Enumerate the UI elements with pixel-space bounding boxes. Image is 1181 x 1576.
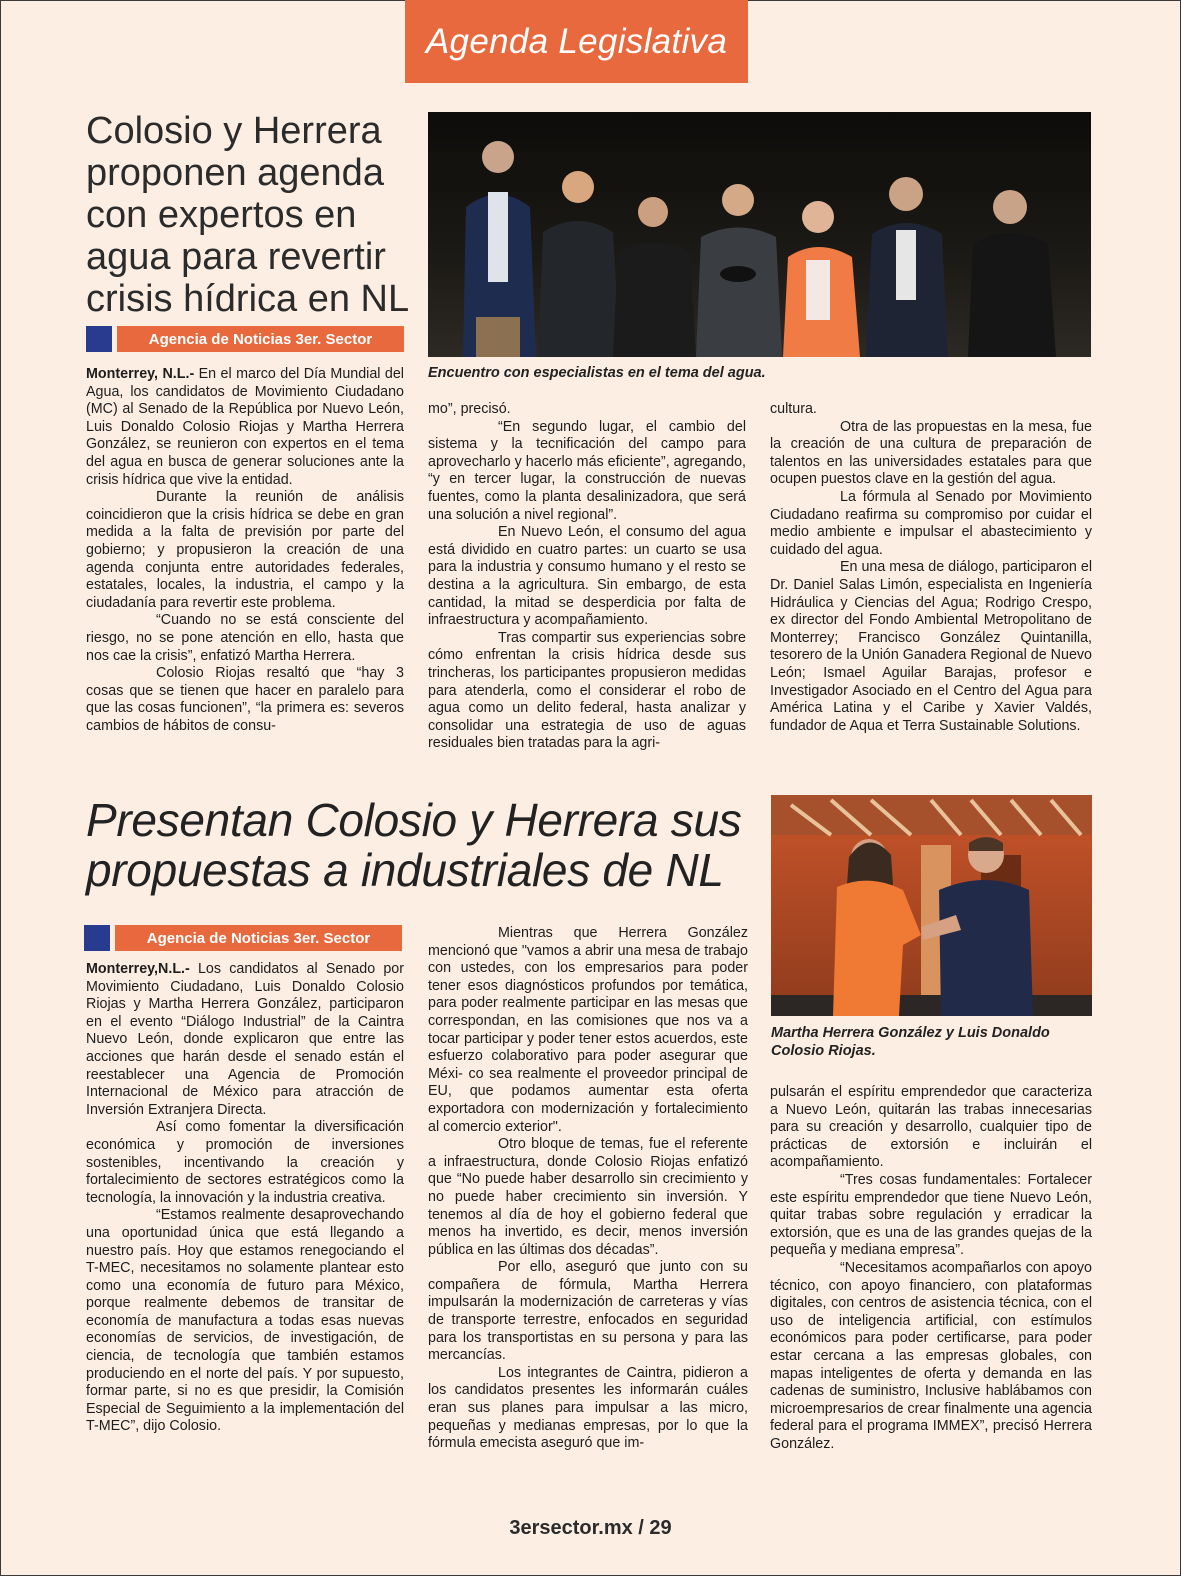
- article1-paragraph-text: En el marco del Día Mundial del Agua, los candidatos de Movimiento Ciudadano (MC) al Senado de la República por Nuevo León, Luis Donaldo Colosio Riojas y Martha Herrera González, se reunieron con expertos en el tema del agua en busca de generar soluciones ante la crisis hídrica que vive la entidad.: [86, 366, 404, 488]
- article1-paragraph: Colosio Riojas resaltó que “hay 3 cosas que se tienen que hacer en paralelo para que las cosas funcionen”, “la primera es: severos cambios de hábitos de consu-: [86, 665, 404, 734]
- article2-column-2: [428, 925, 748, 1453]
- article2-byline-label: Agencia de Noticias 3er. Sector: [115, 925, 402, 951]
- byline-square-icon: [86, 326, 112, 352]
- article1-dateline: Monterrey, N.L.-: [86, 366, 195, 382]
- article2-byline: [84, 925, 402, 951]
- byline-square-icon: [84, 925, 110, 951]
- section-title: Agenda Legislativa: [425, 21, 728, 61]
- article2-paragraph: Otro bloque de temas, fue el referente a infraestructura, donde Colosio Riojas enfatizó que “No puede haber desarrollo sin crecimiento y no puede haber crecimiento sin inversión. Y tenemos al día de hoy el gobierno federal que menos ha invertido, es decir, menos inversión pública en las últimas dos décadas”.: [428, 1136, 748, 1258]
- article2-paragraph: “Estamos realmente desaprovechando una oportunidad única que está llegando a nuestro país. Hoy que estamos renegociando el T-MEC, necesitamos no solamente plantear esto como una economía de futuro para México, porque realmente debemos de transitar de economía de manufactura a todas esas nuevas economías de servicios, de investigación, de ciencia, de tecnología que también estamos produciendo en el norte del país. Y por supuesto, formar parte, si no es que presidir, la Comisión Especial de Seguimiento a la implementación del T-MEC”, dijo Colosio.: [86, 1207, 404, 1435]
- article1-byline: [86, 326, 404, 352]
- article1-paragraph: [86, 366, 404, 489]
- article2-paragraph: “Tres cosas fundamentales: Fortalecer este espíritu emprendedor que tiene Nuevo León, quitar trabas sobre regulación y erradicar la extorsión, que es una de las grandes quejas de la pequeña y mediana empresa”.: [770, 1171, 1092, 1259]
- page-footer: 3ersector.mx / 29: [509, 1517, 672, 1539]
- article1-paragraph: “Cuando no se está consciente del riesgo, no se pone atención en ello, hasta que nos cae la crisis”, enfatizó Martha Herrera.: [86, 612, 404, 664]
- article1-byline-label: Agencia de Noticias 3er. Sector: [117, 326, 404, 352]
- article2-paragraph: “Necesitamos acompañarlos con apoyo técnico, con apoyo financiero, con plataformas digitales, con centros de asistencia técnica, con el uso de inteligencia artificial, con estímulos económicos para poder certificarse, para poder estar cercana a las empresas globales, con mapas inteligentes de oferta y demanda en las cadenas de suministro, Inclusive hablábamos con microempresarios de crear finalmente una agencia federal para el programa IMMEX”, precisó Herrera González.: [770, 1259, 1092, 1452]
- article2-column-1: [86, 961, 404, 1436]
- article2-photo: [771, 795, 1092, 1016]
- article1-column-1: [86, 366, 404, 735]
- article1-paragraph: En Nuevo León, el consumo del agua está dividido en cuatro partes: un cuarto se usa para la industria y consumo humano y el resto se destina a la agricultura. Sin embargo, de esta cantidad, la mitad se desperdicia por falta de infraestructura y acompañamiento.: [428, 524, 746, 629]
- article1-paragraph: “En segundo lugar, el cambio del sistema y la tecnificación del campo para aprovecharlo y hacerlo más eficiente”, agregando, “y en tercer lugar, la construcción de nuevas fuentes, como la planta desalinizadora, que será una solución a nivel regional”.: [428, 418, 746, 523]
- article1-column-2: [428, 401, 746, 753]
- article1-paragraph: La fórmula al Senado por Movimiento Ciudadano reafirma su compromiso por cuidar el medio ambiente e impulsar el abastecimiento y cuidado del agua.: [770, 488, 1092, 558]
- article2-paragraph: Los integrantes de Caintra, pidieron a los candidatos presentes les informarán cuáles eran sus planes para impulsar a las micro, pequeñas y medianas empresas, por lo que la fórmula emecista aseguró que im-: [428, 1364, 748, 1452]
- article2-photo-caption: Martha Herrera González y Luis Donaldo Colosio Riojas.: [771, 1025, 1050, 1059]
- section-banner: [405, 0, 748, 83]
- article2-dateline: Monterrey,N.L.-: [86, 961, 190, 977]
- article2-paragraph: [86, 961, 404, 1119]
- article1-paragraph: En una mesa de diálogo, participaron el Dr. Daniel Salas Limón, especialista en Ingeniería Hidráulica y Ciencias del Agua; Rodrigo Crespo, ex director del Fondo Ambiental Metropolitano de Monterrey; Francisco González Quintanilla, tesorero de la Unión Ganadera Regional de Nuevo León; Ismael Aguilar Barajas, profesor e Investigador Asociado en el Centro del Agua para América Latina y el Caribe y Xavier Valdés, fundador de Aqua et Terra Sustainable Solutions.: [770, 559, 1092, 734]
- article1-photo-caption: Encuentro con especialistas en el tema del agua.: [428, 365, 766, 381]
- article2-paragraph: Así como fomentar la diversificación económica y promoción de inversiones sostenibles, incentivando la creación y fortalecimiento de sectores estratégicos como la tecnología, la innovación y la industria creativa.: [86, 1119, 404, 1206]
- article1-photo: [428, 112, 1091, 357]
- article1-paragraph: Tras compartir sus experiencias sobre cómo enfrentan la crisis hídrica desde sus trincheras, los participantes propusieron medidas para atenderla, como el considerar el robo de agua como un delito federal, hasta analizar y consolidar una estrategia de uso de aguas residuales bien tratadas para la agri-: [428, 629, 746, 752]
- handshake-photo-image: [771, 795, 1092, 1016]
- group-photo-image: [428, 112, 1091, 357]
- article2-paragraph: pulsarán el espíritu emprendedor que caracteriza a Nuevo León, quitarán las trabas innecesarias para su creación y desarrollo, cualquier tipo de prácticas de extorsión e incluirán el acompañamiento.: [770, 1084, 1092, 1171]
- article1-paragraph: Durante la reunión de análisis coincidieron que la crisis hídrica se debe en gran medida a la falta de previsión por parte del gobierno; y propusieron la creación de una agenda conjunta entre autoridades federales, estatales, locales, la industria, el campo y la ciudadanía para revertir este problema.: [86, 489, 404, 611]
- article1-headline: Colosio y Herrera proponen agenda con expertos en agua para revertir crisis hídrica en NL: [86, 110, 410, 320]
- article2-paragraph-text: Los candidatos al Senado por Movimiento Ciudadano, Luis Donaldo Colosio Riojas y Martha Herrera González, participaron en el evento “Diálogo Industrial” de la Caintra Nuevo León, donde explicaron que entre las acciones que harán desde el senado están el reestablecer una Agencia de Promoción Internacional de México para atracción de Inversión Extranjera Directa.: [86, 961, 404, 1118]
- article2-column-3: [770, 1084, 1092, 1453]
- article2-paragraph: Por ello, aseguró que junto con su compañera de fórmula, Martha Herrera impulsarán la modernización de carreteras y vías de transporte terrestre, enfocados en seguridad para los transportistas en su persona y para las mercancías.: [428, 1259, 748, 1364]
- article1-paragraph: mo”, precisó.: [428, 401, 511, 417]
- article1-column-3: [770, 401, 1092, 735]
- article2-paragraph: Mientras que Herrera González mencionó que "vamos a abrir una mesa de trabajo con ustedes, con los empresarios para poder tener esos diagnósticos profundos por temática, para poder realmente participar en las mesas que correspondan, en las comisiones que nos va a tocar participar y poder tener estos acuerdos, este esfuerzo colaborativo para poder asegurar que Méxi- co sea realmente el proveedor principal de EU, que podamos aumentar esta oferta exportadora con modernización y fortalecimiento al comercio exterior".: [428, 925, 748, 1135]
- article1-paragraph: cultura.: [770, 401, 817, 417]
- article1-paragraph: Otra de las propuestas en la mesa, fue la creación de una cultura de preparación de talentos en las universidades estatales para que ocupen puestos clave en la gestión del agua.: [770, 418, 1092, 488]
- article2-headline: Presentan Colosio y Herrera sus propuestas a industriales de NL: [86, 794, 742, 896]
